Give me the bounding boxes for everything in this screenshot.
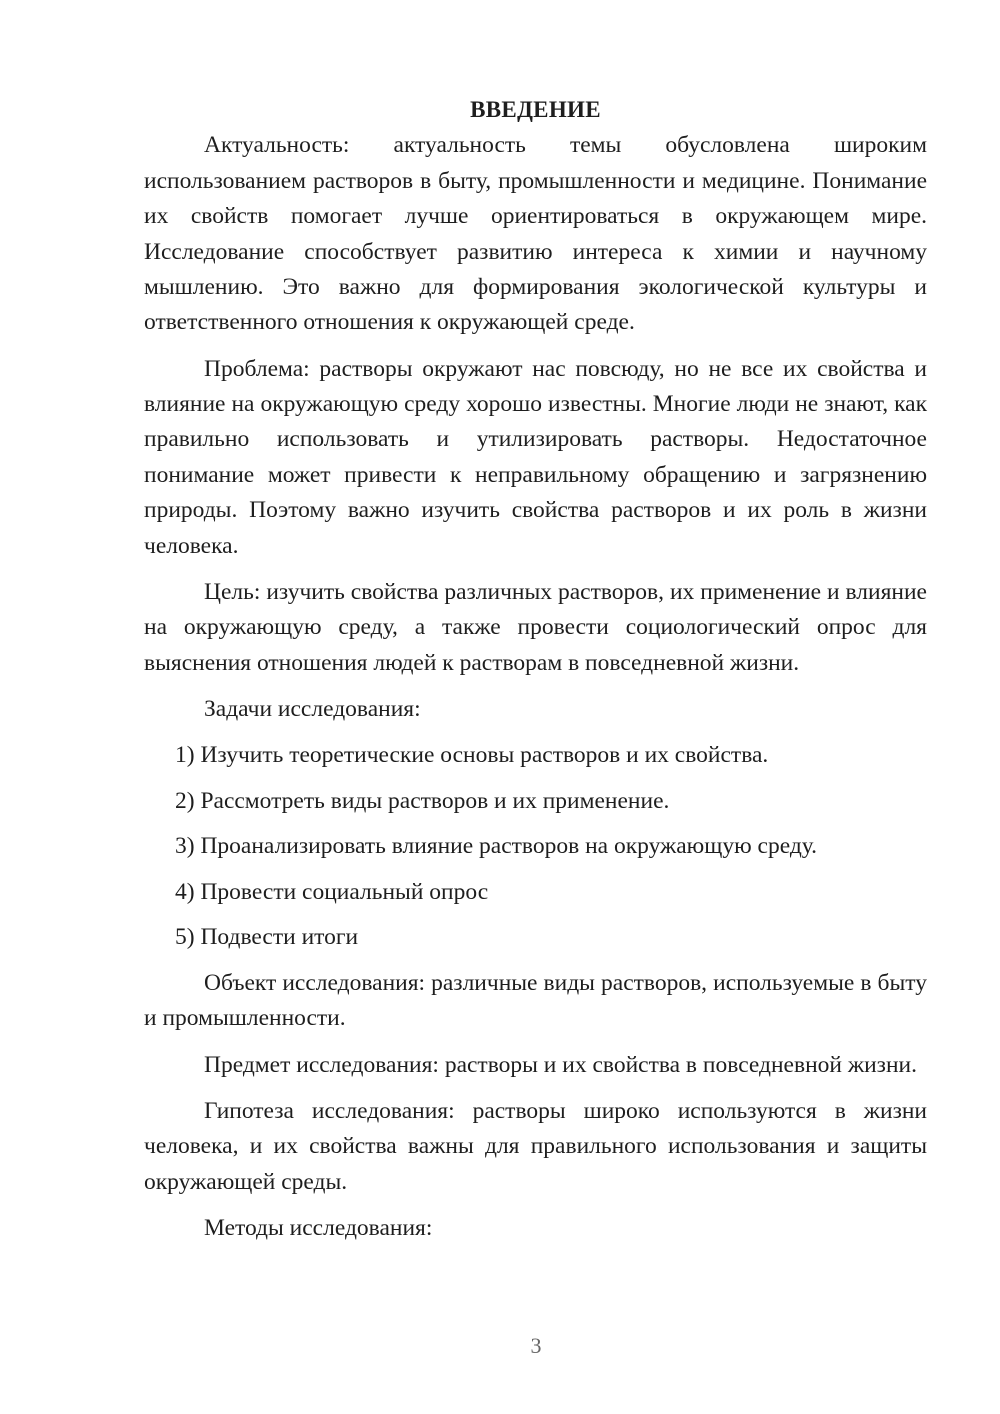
task-item-1: 1) Изучить теоретические основы растворов и их свойства.: [175, 742, 769, 769]
subject-paragraph: Предмет исследования: растворы и их свойства в повседневной жизни.: [204, 1051, 917, 1078]
methods-heading: Методы исследования:: [204, 1214, 433, 1241]
task-item-3: 3) Проанализировать влияние растворов на окружающую среду.: [175, 833, 818, 860]
object-paragraph: Объект исследования: различные виды растворов, используемые в быту и промышленности.: [144, 970, 927, 1032]
task-item-2: 2) Рассмотреть виды растворов и их применение.: [175, 787, 670, 814]
goal-paragraph: Цель: изучить свойства различных растворов, их применение и влияние на окружающую среду, а также провести социологический опрос для выяснения отношения людей к растворам в повседневной жизни.: [144, 578, 927, 676]
section-title: ВВЕДЕНИЕ: [470, 97, 601, 122]
page-body: [144, 92, 927, 1257]
problem-paragraph: Проблема: растворы окружают нас повсюду, но не все их свойства и влияние на окружающую среду хорошо известны. Многие люди не знают, как правильно использовать и утилизировать растворы. Недостаточное понимание может привести к неправильному обращению и загрязнению природы. Поэтому важно изучить свойства растворов и их роль в жизни человека.: [144, 355, 927, 559]
task-item-4: 4) Провести социальный опрос: [175, 878, 489, 905]
task-item-5: 5) Подвести итоги: [175, 924, 359, 951]
page-number: 3: [530, 1333, 542, 1358]
tasks-heading: Задачи исследования:: [204, 695, 421, 722]
relevance-paragraph: Актуальность: актуальность темы обусловлена широким использованием растворов в быту, промышленности и медицине. Понимание их свойств помогает лучше ориентироваться в окружающем мире. Исследование способствует развитию интереса к химии и научному мышлению. Это важно для формирования экологической культуры и ответственного отношения к окружающей среде.: [144, 132, 927, 336]
hypothesis-paragraph: Гипотеза исследования: растворы широко используются в жизни человека, и их свойства важны для правильного использования и защиты окружающей среды.: [144, 1097, 927, 1195]
